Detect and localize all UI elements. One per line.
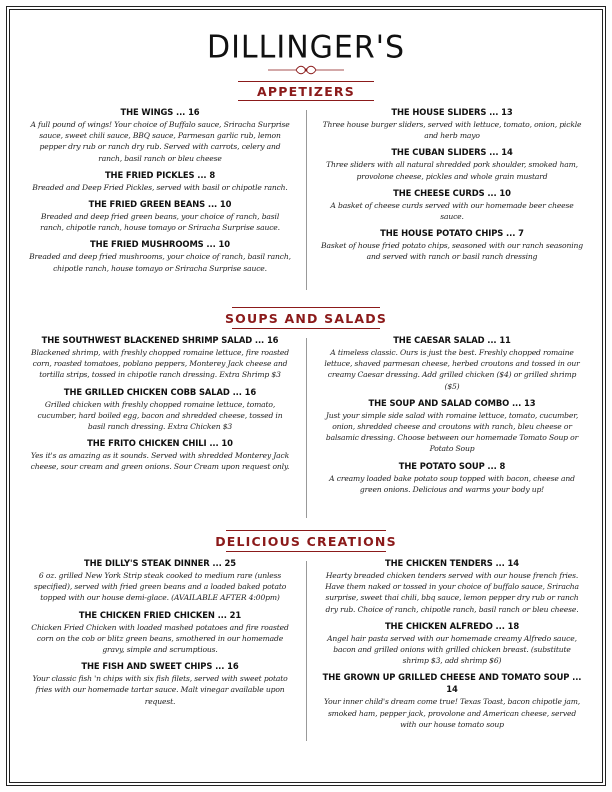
menu-item: [28, 386, 292, 433]
menu-item: [28, 238, 292, 273]
item-name: THE CHICKEN ALFREDO ... 18: [384, 620, 520, 631]
section-rule-top: [226, 530, 386, 531]
item-name: THE FRIED MUSHROOMS ... 10: [90, 239, 230, 250]
item-name: THE GRILLED CHICKEN COBB SALAD ... 16: [63, 386, 257, 397]
item-name: THE HOUSE POTATO CHIPS ... 7: [380, 228, 524, 239]
restaurant-name: DILLINGER'S: [206, 29, 405, 66]
section-rule-bottom: [232, 328, 380, 329]
item-name: THE GROWN UP GRILLED CHEESE AND TOMATO SOUP ... 14: [322, 672, 582, 695]
item-description: 6 oz. grilled New York Strip steak cooked to medium rare (unless specified), served with fried green beans and a loaded baked potato topped with our house demi-glace. (AVAILABLE AFTER 4:00pm): [33, 571, 287, 603]
item-description: Angel hair pasta served with our homemade creamy Alfredo sauce, bacon and grilled onions with grilled chicken breast. (substitute shrimp $3, add shrimp $6): [327, 633, 577, 666]
menu-item: [28, 334, 292, 381]
item-name: THE FRIED PICKLES ... 8: [104, 169, 216, 180]
menu-item: [320, 557, 584, 615]
item-name: THE HOUSE SLIDERS ... 13: [391, 107, 513, 117]
item-name: THE FISH AND SWEET CHIPS ... 16: [81, 661, 239, 672]
item-name: THE CHICKEN FRIED CHICKEN ... 21: [78, 609, 242, 620]
menu-item: [320, 106, 584, 141]
section-rule-bottom: [238, 100, 374, 101]
item-name: THE SOUTHWEST BLACKENED SHRIMP SALAD ... 16: [41, 335, 279, 345]
creations-left-column: [28, 557, 292, 712]
menu-item: [28, 437, 292, 472]
menu-item: [320, 460, 584, 495]
section-title-delicious-creations: DELICIOUS CREATIONS: [215, 534, 397, 549]
item-description: Breaded and deep fried mushrooms, your choice of ranch, basil ranch, chipotle ranch, house tomayo or Sriracha Surprise sauce.: [29, 252, 291, 273]
section-rule-bottom: [226, 551, 386, 552]
item-name: THE DILLY'S STEAK DINNER ... 25: [84, 558, 236, 568]
item-description: Chicken Fried Chicken with loaded mashed potatoes and fire roasted corn on the cob or blitz green beans, smothered in our homemade gravy, simple and scrumptious.: [31, 622, 289, 655]
creations-right-column: [320, 557, 584, 735]
item-description: A basket of cheese curds served with our homemade beer cheese sauce.: [330, 200, 574, 222]
item-name: THE CHEESE CURDS ... 10: [393, 187, 511, 198]
section-title-appetizers: APPETIZERS: [257, 84, 355, 99]
menu-item: [28, 557, 292, 604]
item-description: Just your simple side salad with romaine lettuce, tomato, cucumber, onion, shredded cheese and croutons with ranch, bleu cheese or balsamic dressing. Choose between our homemade Tomato Soup or Potato Soup: [325, 410, 579, 454]
flourish-ornament-icon: [266, 64, 346, 76]
item-description: Basket of house fried potato chips, seasoned with our ranch seasoning and served with ranch or basil ranch dressing: [321, 241, 583, 262]
item-description: Breaded and deep fried green beans, your choice of ranch, basil ranch, chipotle ranch, house tomayo or Sriracha Surprise sauce.: [40, 212, 280, 233]
section-rule-top: [232, 307, 380, 308]
item-name: THE POTATO SOUP ... 8: [398, 460, 506, 471]
column-divider: [306, 561, 307, 741]
menu-item: [28, 609, 292, 656]
menu-item: [320, 671, 584, 730]
appetizers-right-column: [320, 106, 584, 268]
item-description: Your classic fish 'n chips with six fish filets, served with sweet potato fries with our homemade tartar sauce. Malt vinegar available upon request.: [32, 674, 288, 706]
item-description: A full pound of wings! Your choice of Buffalo sauce, Sriracha Surprise sauce, sweet chili sauce, BBQ sauce, Parmesan garlic rub, lemon pepper dry rub or ranch dry rub. Served with carrots, celery and ranch, basil ranch or bleu cheese: [30, 120, 290, 163]
item-name: THE FRITO CHICKEN CHILI ... 10: [87, 438, 233, 449]
item-description: Hearty breaded chicken tenders served with our house french fries. Have them naked or tossed in your choice of buffalo sauce, Sriracha surprise, sweet thai chili, bbq sauce, lemon pepper dry rub or ranch dry rub. Choice of ranch, chipotle ranch, basil ranch or bleu cheese.: [325, 571, 579, 614]
column-divider: [306, 110, 307, 290]
item-description: Yes it's as amazing as it sounds. Served with shredded Monterey Jack cheese, sour cream and green onions. Sour Cream upon request only.: [30, 451, 290, 472]
soups-left-column: [28, 334, 292, 478]
item-name: THE CHICKEN TENDERS ... 14: [385, 558, 519, 568]
menu-item: [320, 620, 584, 667]
menu-item: [28, 660, 292, 707]
menu-item: [320, 227, 584, 262]
menu-item: [28, 106, 292, 164]
item-name: THE CAESAR SALAD ... 11: [393, 335, 511, 345]
item-name: THE WINGS ... 16: [120, 107, 200, 117]
item-description: Your inner child's dream come true! Texas Toast, bacon chipotle jam, smoked ham, pepper jack, provolone and American cheese, served with our house tomato soup: [323, 697, 581, 729]
menu-item: [28, 169, 292, 193]
appetizers-left-column: [28, 106, 292, 279]
soups-right-column: [320, 334, 584, 500]
item-description: Grilled chicken with freshly chopped romaine lettuce, tomato, cucumber, hard boiled egg, bacon and shredded cheese, tossed in basil ranch dressing. Extra Chicken $3: [37, 399, 283, 432]
item-description: A creamy loaded bake potato soup topped with bacon, cheese and green onions. Delicious and warms your body up!: [329, 473, 575, 494]
item-name: THE CUBAN SLIDERS ... 14: [391, 147, 513, 158]
menu-item: [320, 334, 584, 392]
item-description: Three sliders with all natural shredded pork shoulder, smoked ham, provolone cheese, pickles and whole grain mustard: [326, 160, 578, 181]
item-name: THE SOUP AND SALAD COMBO ... 13: [368, 397, 536, 408]
item-name: THE FRIED GREEN BEANS ... 10: [88, 199, 232, 210]
menu-item: [320, 397, 584, 455]
item-description: Blackened shrimp, with freshly chopped romaine lettuce, fire roasted corn, roasted tomatoes, poblano peppers, Monterey Jack cheese and tortilla strips, tossed in chipotle ranch dressing. Extra Shrimp $3: [31, 348, 289, 380]
column-divider: [306, 338, 307, 518]
item-description: Breaded and Deep Fried Pickles, served with basil or chipotle ranch.: [32, 182, 288, 192]
item-description: Three house burger sliders, served with lettuce, tomato, onion, pickle and herb mayo: [322, 120, 582, 141]
menu-item: [320, 187, 584, 222]
section-rule-top: [238, 81, 374, 82]
menu-item: [320, 146, 584, 181]
item-description: A timeless classic. Ours is just the best. Freshly chopped romaine lettuce, shaved parmesan cheese, herbed croutons and tossed in our creamy Caesar dressing. Add grilled chicken ($4) or grilled shrimp ($5): [324, 348, 580, 391]
menu-item: [28, 198, 292, 233]
section-title-soups-and-salads: SOUPS AND SALADS: [224, 311, 388, 326]
